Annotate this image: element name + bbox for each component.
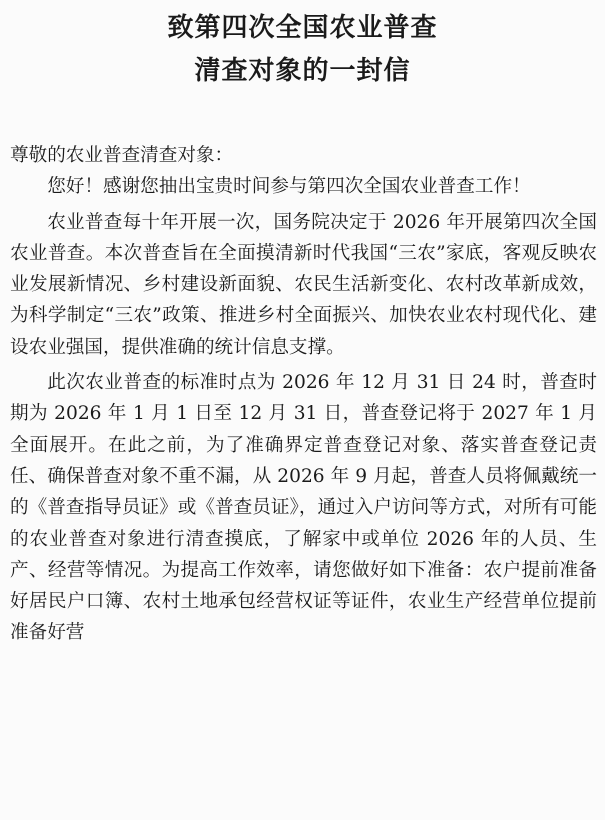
document-title-line-2: 清查对象的一封信 bbox=[194, 56, 411, 86]
paragraph-greeting: 您好！感谢您抽出宝贵时间参与第四次全国农业普查工作！ bbox=[47, 176, 531, 198]
document-title-line-1: 致第四次全国农业普查 bbox=[167, 13, 438, 43]
salutation: 尊敬的农业普查清查对象： bbox=[10, 145, 234, 166]
letter-body bbox=[10, 140, 597, 649]
paragraph-purpose: 农业普查每十年开展一次，国务院决定于 2026 年开展第四次全国农业普查。本次普查旨在全面摸清新时代我国“三农”家底，客观反映农业发展新情况、乡村建设新面貌、农民生活新变化、农村改革新成效，为科学制定“三农”政策、推进乡村全面振兴、加快农业农村现代化、建设农业强国，提供准确的统计信息支撑。 bbox=[10, 211, 597, 358]
paragraph-schedule: 此次农业普查的标准时点为 2026 年 12 月 31 日 24 时，普查时期为 2026 年 1 月 1 日至 12 月 31 日，普查登记将于 2027 年 1 月全面展开。在此之前，为了准确界定普查登记对象、落实普查登记责任、确保普查对象不重不漏，从 2026 年 9 月起，普查人员将佩戴统一的《普查指导员证》或《普查员证》，通过入户访问等方式，对所有可能的农业普查对象进行清查摸底，了解家中或单位 2026 年的人员、生产、经营等情况。为提高工作效率，请您做好如下准备：农户提前准备好居民户口簿、农村土地承包经营权证等证件，农业生产经营单位提前准备好营 bbox=[10, 372, 597, 644]
